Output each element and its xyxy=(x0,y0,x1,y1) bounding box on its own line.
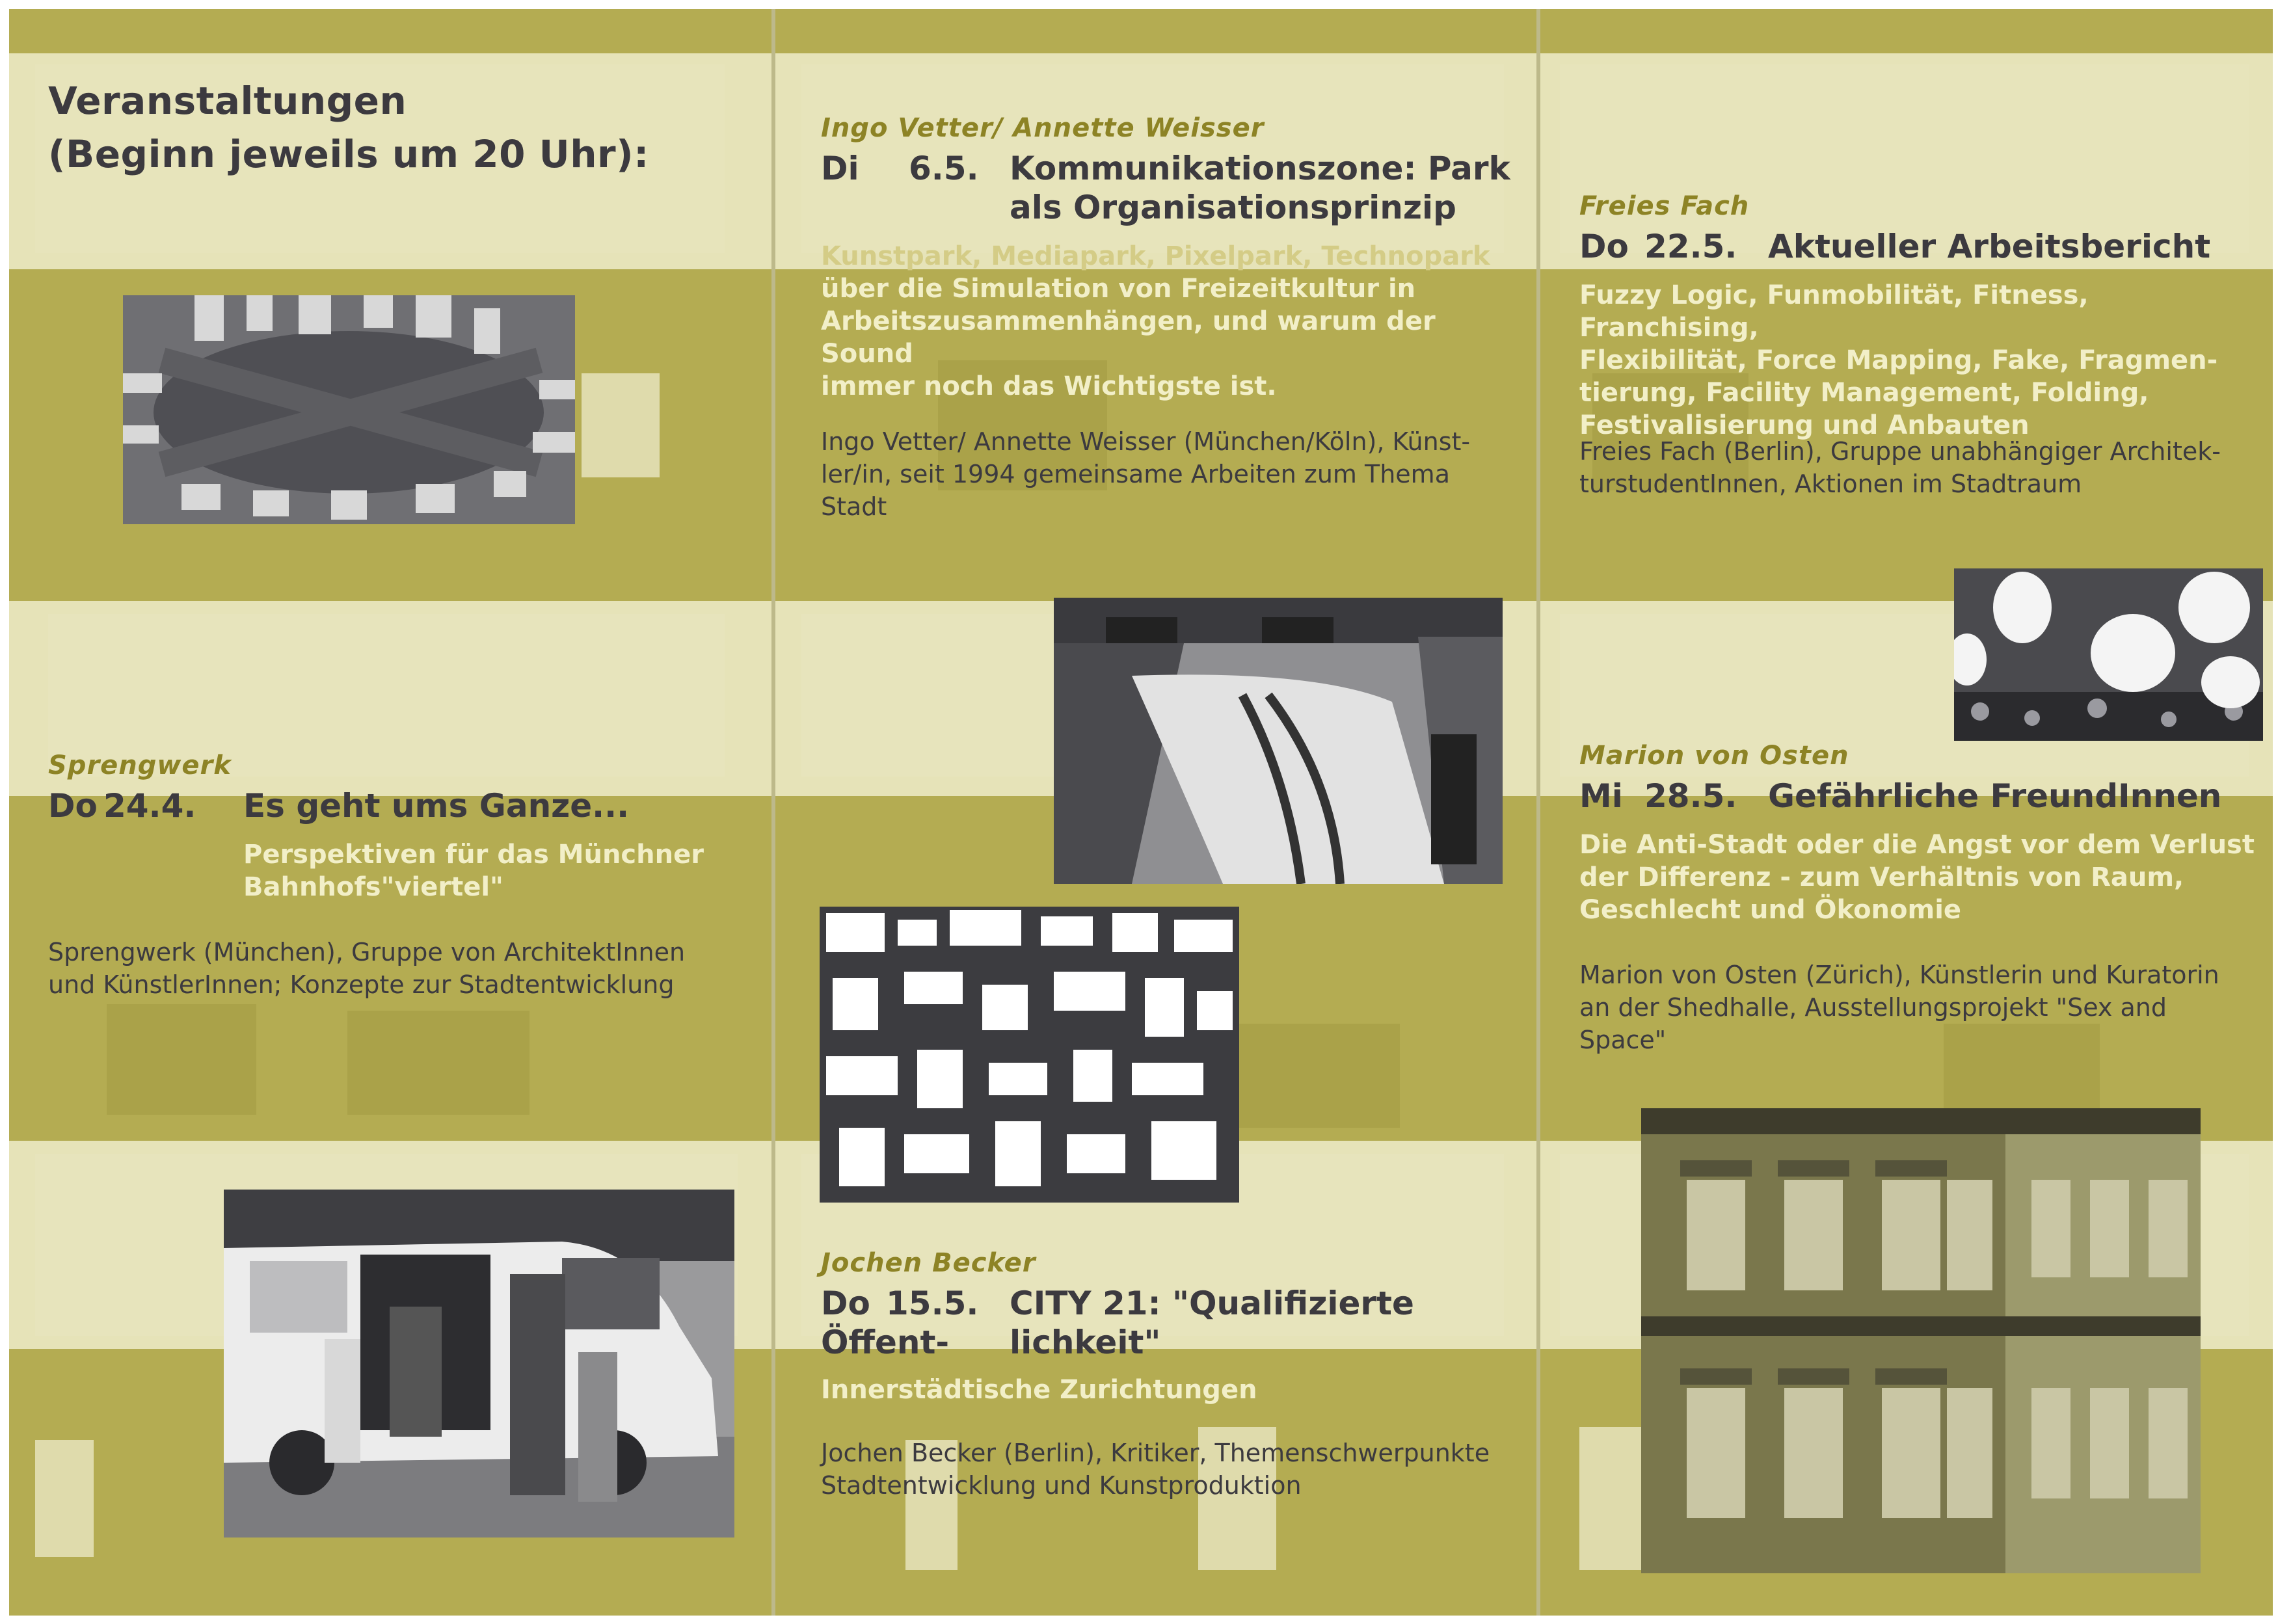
event-title: Aktueller Arbeitsbericht xyxy=(1768,228,2211,265)
event-description: Freies Fach (Berlin), Gruppe unabhängiger Architek- turstudentInnen, Aktionen im Stadtraum xyxy=(1579,437,2221,498)
event-day: Mi xyxy=(1579,777,1623,815)
event-description: Jochen Becker (Berlin), Kritiker, Themenschwerpunkte Stadtentwicklung und Kunstproduktion xyxy=(821,1439,1490,1500)
event-date: 15.5. xyxy=(886,1285,979,1322)
event-subtitle: Perspektiven für das Münchner Bahnhofs"viertel" xyxy=(243,840,704,902)
highrise-block-photo xyxy=(820,907,1239,1203)
event-title: CITY 21: "Qualifizierte Öffent- xyxy=(821,1285,1414,1361)
right-panel xyxy=(1540,9,2273,1616)
event-speaker: Ingo Vetter/ Annette Weisser xyxy=(821,113,1265,143)
event-title: Kommunikationszone: Park xyxy=(1010,150,1510,187)
event-day: Do xyxy=(821,1285,870,1322)
event-day: Do xyxy=(48,787,98,825)
event-subtitle: Innerstädtische Zurichtungen xyxy=(821,1375,1257,1405)
family-van-photo xyxy=(224,1190,734,1537)
middle-panel xyxy=(775,9,1536,1616)
heading-line-1: Veranstaltungen xyxy=(48,79,407,123)
event-ghost-line: Kunstpark, Mediapark, Pixelpark, Technopark xyxy=(821,241,1490,271)
event-speaker: Jochen Becker xyxy=(821,1248,1036,1278)
page-heading xyxy=(48,74,649,181)
event-date: 6.5. xyxy=(909,150,979,187)
event-description: Marion von Osten (Zürich), Künstlerin und Kuratorin an der Shedhalle, Ausstellungsprojekt "Sex and Space" xyxy=(1579,961,2219,1054)
event-date-line xyxy=(821,1284,1536,1362)
railway-track-photo xyxy=(1054,598,1503,884)
building-facade-photo xyxy=(1641,1108,2201,1573)
event-day: Do xyxy=(1579,228,1629,265)
event-title: Gefährliche FreundInnen xyxy=(1768,777,2222,815)
event-title: Es geht ums Ganze... xyxy=(243,787,630,825)
event-speaker: Freies Fach xyxy=(1579,191,1750,221)
event-description: Sprengwerk (München), Gruppe von ArchitektInnen und KünstlerInnen; Konzepte zur Stadtentwicklung xyxy=(48,938,686,999)
event-date-line xyxy=(48,786,629,825)
event-day: Di xyxy=(821,150,859,187)
event-date-line xyxy=(821,149,1510,188)
event-description: Ingo Vetter/ Annette Weisser (München/Köln), Künst- ler/in, seit 1994 gemeinsame Arbeiten zum Thema Stadt xyxy=(821,427,1471,521)
event-title-line-2: als Organisationsprinzip xyxy=(1010,189,1456,226)
event-speaker: Sprengwerk xyxy=(48,751,232,780)
leaflet-sheet xyxy=(9,9,2273,1616)
left-panel xyxy=(9,9,771,1616)
heading-line-2: (Beginn jeweils um 20 Uhr): xyxy=(48,132,649,176)
event-date: 22.5. xyxy=(1644,228,1737,265)
event-subtitle: Fuzzy Logic, Funmobilität, Fitness, Franchising, Flexibilität, Force Mapping, Fake, Fragmen- tierung, Facility Management, Folding, Festivalisierung und Anbauten xyxy=(1579,280,2218,440)
event-subtitle: Die Anti-Stadt oder die Angst vor dem Verlust der Differenz - zum Verhältnis von Raum, Geschlecht und Ökonomie xyxy=(1579,830,2255,925)
manga-panel-image xyxy=(1954,568,2263,741)
event-title-line-2: lichkeit" xyxy=(1010,1324,1161,1361)
event-date-line xyxy=(1579,227,2210,266)
event-date: 28.5. xyxy=(1644,777,1737,815)
event-date: 24.4. xyxy=(103,787,196,825)
event-subtitle: über die Simulation von Freizeitkultur in Arbeitszusammenhängen, und warum der Sound immer noch das Wichtigste ist. xyxy=(821,274,1436,401)
hands-circle-photo xyxy=(123,295,575,524)
event-date-line xyxy=(1579,777,2221,816)
event-speaker: Marion von Osten xyxy=(1579,741,1849,771)
